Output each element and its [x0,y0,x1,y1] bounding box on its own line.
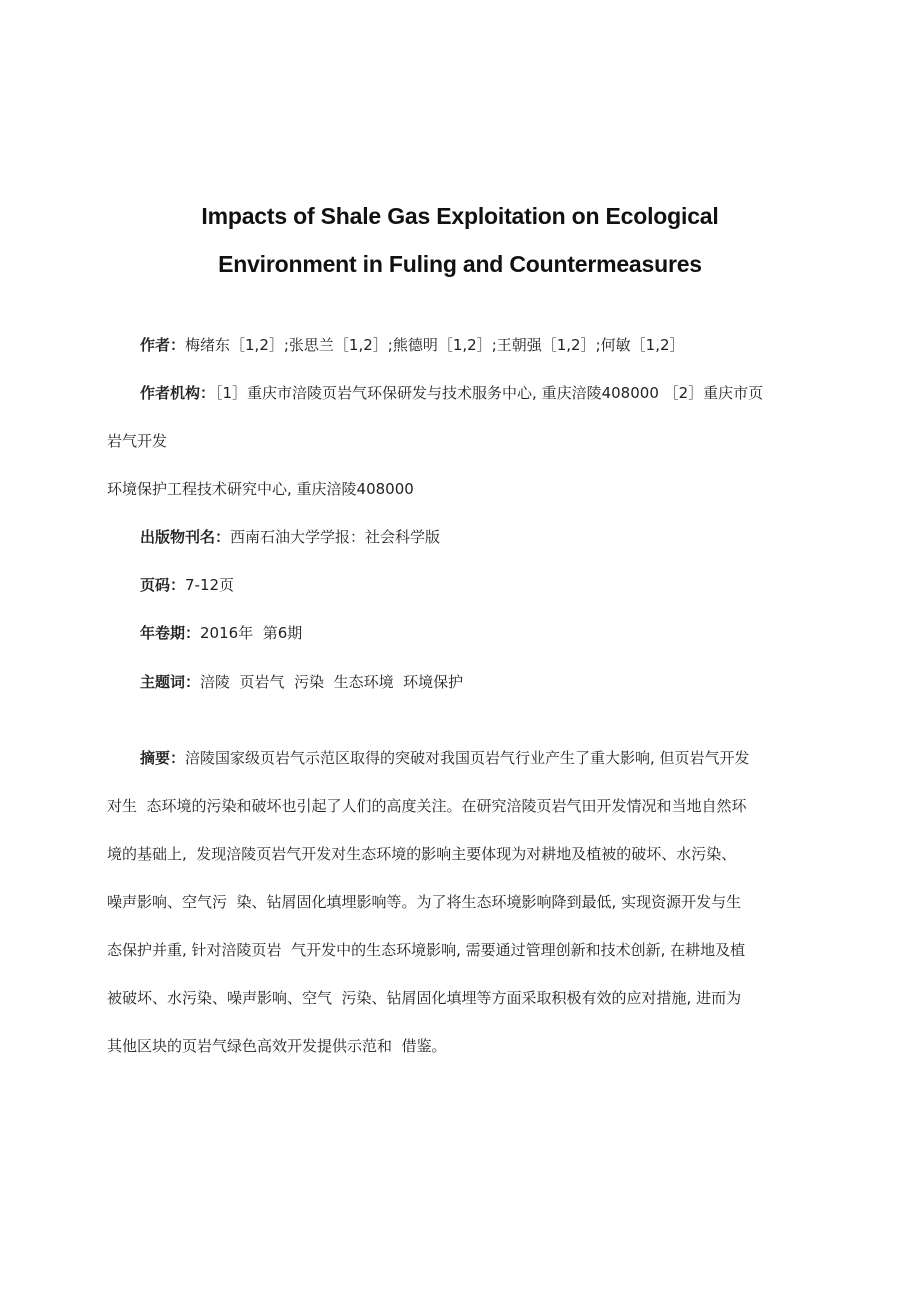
abstract-line-2: 对生 态环境的污染和破坏也引起了人们的高度关注。在研究涪陵页岩气田开发情况和当地自然环 [107,797,747,815]
pages-label: 页码： [140,576,186,594]
issue-value: 2016年 第6期 [200,624,303,642]
issue-label: 年卷期： [140,624,201,642]
keywords-row [140,672,463,692]
abstract-text-1: 涪陵国家级页岩气示范区取得的突破对我国页岩气行业产生了重大影响, 但页岩气开发 [185,749,750,767]
keywords-value: 涪陵 页岩气 污染 生态环境 环境保护 [200,673,464,691]
abstract-line-1 [140,748,750,768]
affiliation-continuation-2: 环境保护工程技术研究中心, 重庆涪陵408000 [107,480,414,498]
affiliation-continuation: 岩气开发 [107,432,168,450]
affiliation-value: ［1］重庆市涪陵页岩气环保研发与技术服务中心, 重庆涪陵408000 ［2］重庆市页 [215,384,764,402]
paper-title-line-2: Environment in Fuling and Countermeasures [218,251,702,277]
pages-row [140,575,234,595]
journal-value: 西南石油大学学报：社会科学版 [230,528,441,546]
abstract-line-3: 境的基础上, 发现涪陵页岩气开发对生态环境的影响主要体现为对耕地及植被的破坏、水污染、 [107,845,737,863]
abstract-line-6: 被破坏、水污染、噪声影响、空气 污染、钻屑固化填埋等方面采取积极有效的应对措施, 进而为 [107,989,742,1007]
paper-title-line-1: Impacts of Shale Gas Exploitation on Ecological [201,203,719,229]
affiliation-label: 作者机构： [140,384,216,402]
abstract-line-5: 态保护并重, 针对涪陵页岩 气开发中的生态环境影响, 需要通过管理创新和技术创新, 在耕地及植 [107,941,746,959]
abstract-line-7: 其他区块的页岩气绿色高效开发提供示范和 借鉴。 [107,1037,447,1055]
authors-label: 作者： [140,336,186,354]
authors-value: 梅绪东［1,2］;张思兰［1,2］;熊德明［1,2］;王朝强［1,2］;何敏［1,2］ [185,336,685,354]
authors-row [140,335,685,355]
journal-label: 出版物刊名： [140,528,231,546]
abstract-label: 摘要： [140,749,186,767]
journal-row [140,527,440,547]
affiliation-row [140,383,763,403]
keywords-label: 主题词： [140,673,201,691]
issue-row [140,623,302,643]
pages-value: 7-12页 [185,576,235,594]
abstract-line-4: 噪声影响、空气污 染、钻屑固化填埋影响等。为了将生态环境影响降到最低, 实现资源开发与生 [107,893,742,911]
